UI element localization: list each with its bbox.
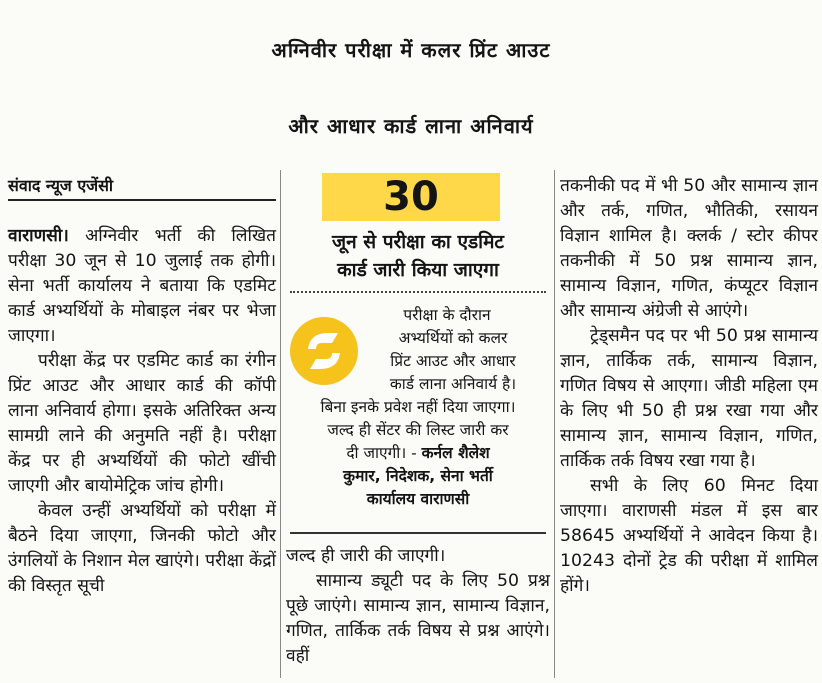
left-paragraph-1-text: अग्निवीर भर्ती की लिखित परीक्षा 30 जून से 10 जुलाई तक होगी। सेना भर्ती कार्यालय ने बताया कि एडमिट कार्ड अभ्यर्थियों के मोबाइल नंबर पर भेजा जाएगा।: [8, 226, 276, 346]
right-paragraph-2: ट्रेड्समैन पद पर भी 50 प्रश्न सामान्य ज्ञान, तार्किक तर्क, सामान्य विज्ञान, गणित विषय से आएगा। जीडी महिला एम के लिए भी 50 ही प्रश्न रखा गया और सामान्य ज्ञान, सामान्य विज्ञान, गणित, तार्किक तर्क विषय रखा गया है।: [560, 326, 818, 471]
quote-author-2: कुमार, निदेशक, सेना भर्ती: [343, 467, 493, 485]
middle-paragraph-1: जल्द ही जारी की जाएगी।: [286, 546, 446, 566]
quote-line-7-text: दी जाएगी। -: [346, 444, 417, 462]
subhead-line-2: कार्ड जारी किया जाएगा: [337, 259, 499, 281]
quote-line-2: अभ्यर्थियों को कलर: [398, 329, 508, 347]
highlight-number-badge: 30: [322, 173, 500, 221]
column-divider-left: [280, 170, 281, 678]
quote-bottom-rule: [290, 532, 546, 534]
middle-column: [286, 544, 550, 669]
left-paragraph-2: परीक्षा केंद्र पर एडमिट कार्ड का रंगीन प्रिंट आउट और आधार कार्ड की कॉपी लाना अनिवार्य होगा। इसके अतिरिक्त अन्य सामग्री लाने की अनुमति नहीं है। परीक्षा केंद्र पर ही अभ्यर्थियों की फोटो खींची जाएगी और बायोमेट्रिक जांच होगी।: [8, 351, 276, 496]
dotted-divider: [290, 291, 546, 293]
byline: संवाद न्यूज एजेंसी: [8, 174, 276, 201]
highlight-subhead: [286, 228, 550, 284]
quote-line-3: प्रिंट आउट और आधार: [390, 352, 516, 370]
quote-author-3: कार्यालय वाराणसी: [366, 490, 470, 508]
right-paragraph-3: सभी के लिए 60 मिनट दिया जाएगा। वाराणसी मंडल में इस बार 58645 अभ्यर्थियों ने आवेदन किया है। 10243 दोनों ट्रेड की परीक्षा में शामिल होंगे।: [560, 476, 818, 596]
quote-author-1: कर्नल शैलेश: [421, 444, 490, 462]
quote-line-5: बिना इनके प्रवेश नहीं दिया जाएगा।: [320, 398, 516, 416]
quote-line-4: कार्ड लाना अनिवार्य है।: [389, 375, 517, 393]
quote-line-6: जल्द ही सेंटर की लिस्ट जारी कर: [327, 421, 509, 439]
left-column: [8, 224, 276, 599]
quote-line-7: [286, 442, 550, 465]
right-column: [560, 174, 818, 599]
headline-line-1: अग्निवीर परीक्षा में कलर प्रिंट आउट: [271, 38, 551, 62]
right-paragraph-1: तकनीकी पद में भी 50 और सामान्य ज्ञान और तर्क, गणित, भौतिकी, रसायन विज्ञान शामिल है। क्लर्क / स्टोर कीपर तकनीकी में 50 प्रश्न सामान्य ज्ञान, सामान्य विज्ञान, गणित, कंप्यूटर विज्ञान और सामान्य अंग्रेजी से आएंगे।: [560, 176, 818, 321]
left-paragraph-3: केवल उन्हीं अभ्यर्थियों को परीक्षा में बैठने दिया जाएगा, जिनकी फोटो और उंगलियों के निशान मेल खाएंगे। परीक्षा केंद्रों की विस्तृत सूची: [8, 501, 276, 596]
column-divider-right: [554, 170, 555, 678]
quote-box: [286, 304, 550, 511]
left-paragraph-1: [8, 224, 276, 349]
dateline: वाराणसी।: [8, 226, 69, 246]
subhead-line-1: जून से परीक्षा का एडमिट: [331, 231, 505, 253]
middle-paragraph-2: सामान्य ड्यूटी पद के लिए 50 प्रश्न पूछे जाएंगे। सामान्य ज्ञान, सामान्य विज्ञान, गणित, तार्किक तर्क विषय से प्रश्न आएंगे। वहीं: [286, 571, 550, 666]
headline-line-2: और आधार कार्ड लाना अनिवार्य: [288, 114, 534, 138]
quote-line-1: परीक्षा के दौरान: [403, 306, 491, 324]
